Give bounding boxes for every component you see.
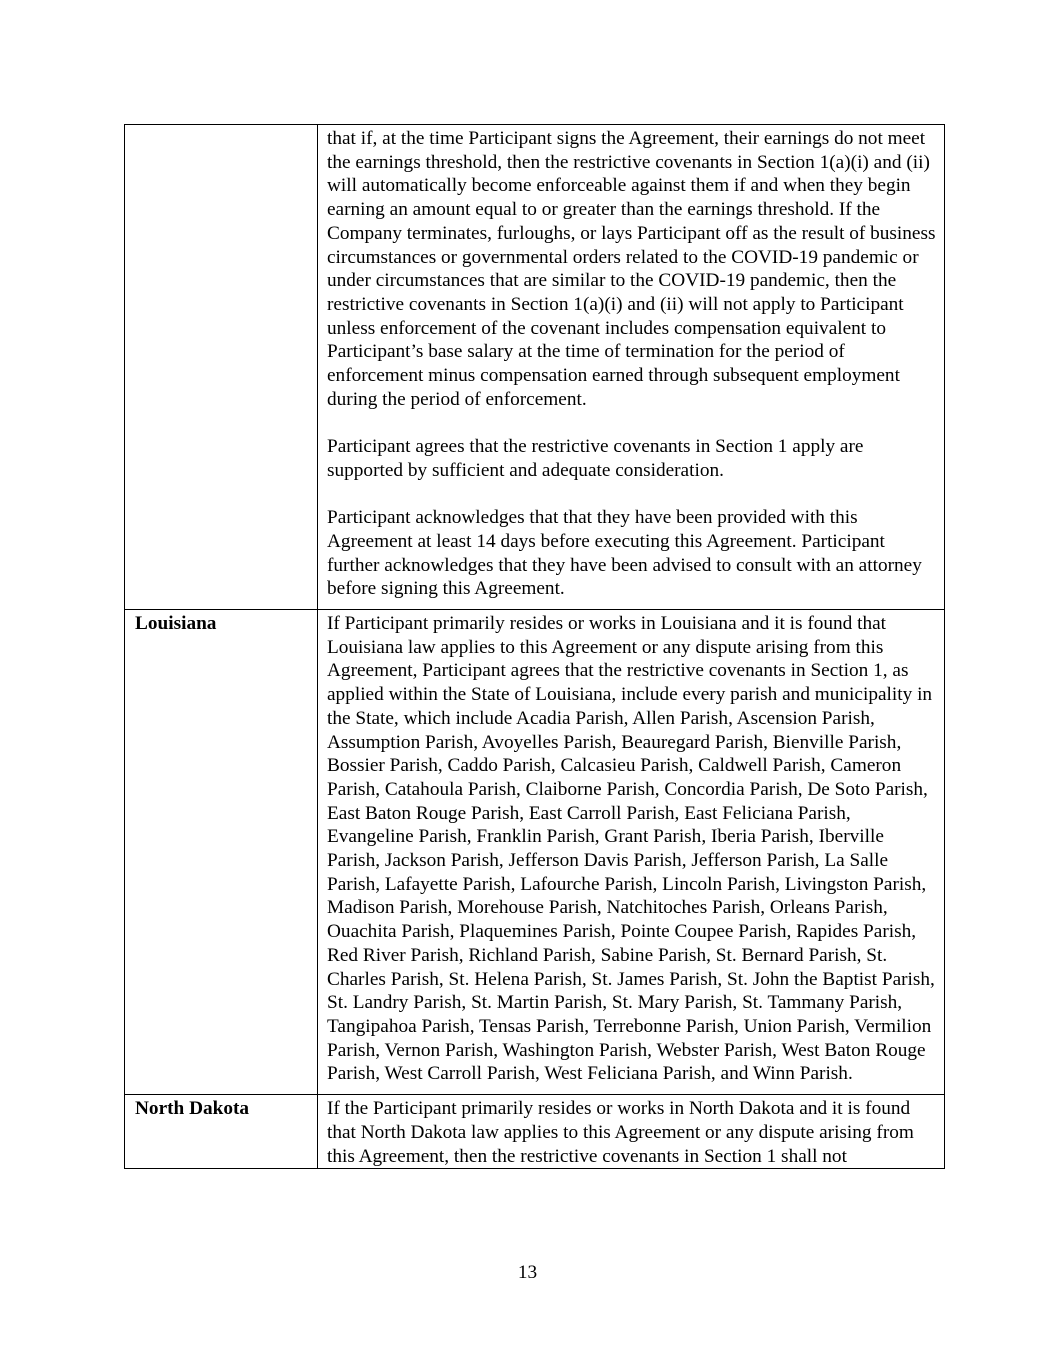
paragraph: that if, at the time Participant signs the Agreement, their earnings do not meet the earnings threshold, then the restrictive covenants in Section 1(a)(i) and (ii) will automatically become enforceable against them if and when they begin earning an amount equal to or greater than the earnings threshold. If the Company terminates, furloughs, or lays Participant off as the result of business circumstances or governmental orders related to the COVID-19 pandemic or under circumstances that are similar to the COVID-19 pandemic, then the restrictive covenants in Section 1(a)(i) and (ii) will not apply to Participant unless enforcement of the covenant includes compensation equivalent to Participant’s base salary at the time of termination for the period of enforcement minus compensation earned through subsequent employment during the period of enforcement. [327, 128, 936, 410]
paragraph: If the Participant primarily resides or works in North Dakota and it is found that North Dakota law applies to this Agreement or any dispute arising from this Agreement, then the restrictive covenants in Section 1 shall not [327, 1098, 914, 1167]
paragraph: Participant acknowledges that that they have been provided with this Agreement at least 14 days before executing this Agreement. Participant further acknowledges that they have been advised to consult with an attorney before signing this Agreement. [327, 507, 922, 600]
paragraph: Participant agrees that the restrictive covenants in Section 1 apply are supported by sufficient and adequate consideration. [327, 436, 864, 481]
table-row [125, 610, 945, 1095]
state-name-cell: North Dakota [125, 1095, 318, 1169]
state-name-cell [125, 125, 318, 610]
table-row [125, 125, 945, 610]
table-row [125, 1095, 945, 1169]
provision-text-cell [318, 1095, 945, 1169]
paragraph: If Participant primarily resides or works in Louisiana and it is found that Louisiana law applies to this Agreement or any dispute arising from this Agreement, Participant agrees that the restrictive covenants in Section 1, as applied within the State of Louisiana, include every parish and municipality in the State, which include Acadia Parish, Allen Parish, Ascension Parish, Assumption Parish, Avoyelles Parish, Beauregard Parish, Bienville Parish, Bossier Parish, Caddo Parish, Calcasieu Parish, Caldwell Parish, Cameron Parish, Catahoula Parish, Claiborne Parish, Concordia Parish, De Soto Parish, East Baton Rouge Parish, East Carroll Parish, East Feliciana Parish, Evangeline Parish, Franklin Parish, Grant Parish, Iberia Parish, Iberville Parish, Jackson Parish, Jefferson Davis Parish, Jefferson Parish, La Salle Parish, Lafayette Parish, Lafourche Parish, Lincoln Parish, Livingston Parish, Madison Parish, Morehouse Parish, Natchitoches Parish, Orleans Parish, Ouachita Parish, Plaquemines Parish, Pointe Coupee Parish, Rapides Parish, Red River Parish, Richland Parish, Sabine Parish, St. Bernard Parish, St. Charles Parish, St. Helena Parish, St. James Parish, St. John the Baptist Parish, St. Landry Parish, St. Martin Parish, St. Mary Parish, St. Tammany Parish, Tangipahoa Parish, Tensas Parish, Terrebonne Parish, Union Parish, Vermilion Parish, Vernon Parish, Washington Parish, Webster Parish, West Baton Rouge Parish, West Carroll Parish, West Feliciana Parish, and Winn Parish. [327, 613, 935, 1085]
provision-text-cell [318, 125, 945, 610]
state-name-cell: Louisiana [125, 610, 318, 1095]
provision-text-cell [318, 610, 945, 1095]
state-provisions-table [124, 124, 945, 1169]
page-number: 13 [517, 1262, 538, 1283]
